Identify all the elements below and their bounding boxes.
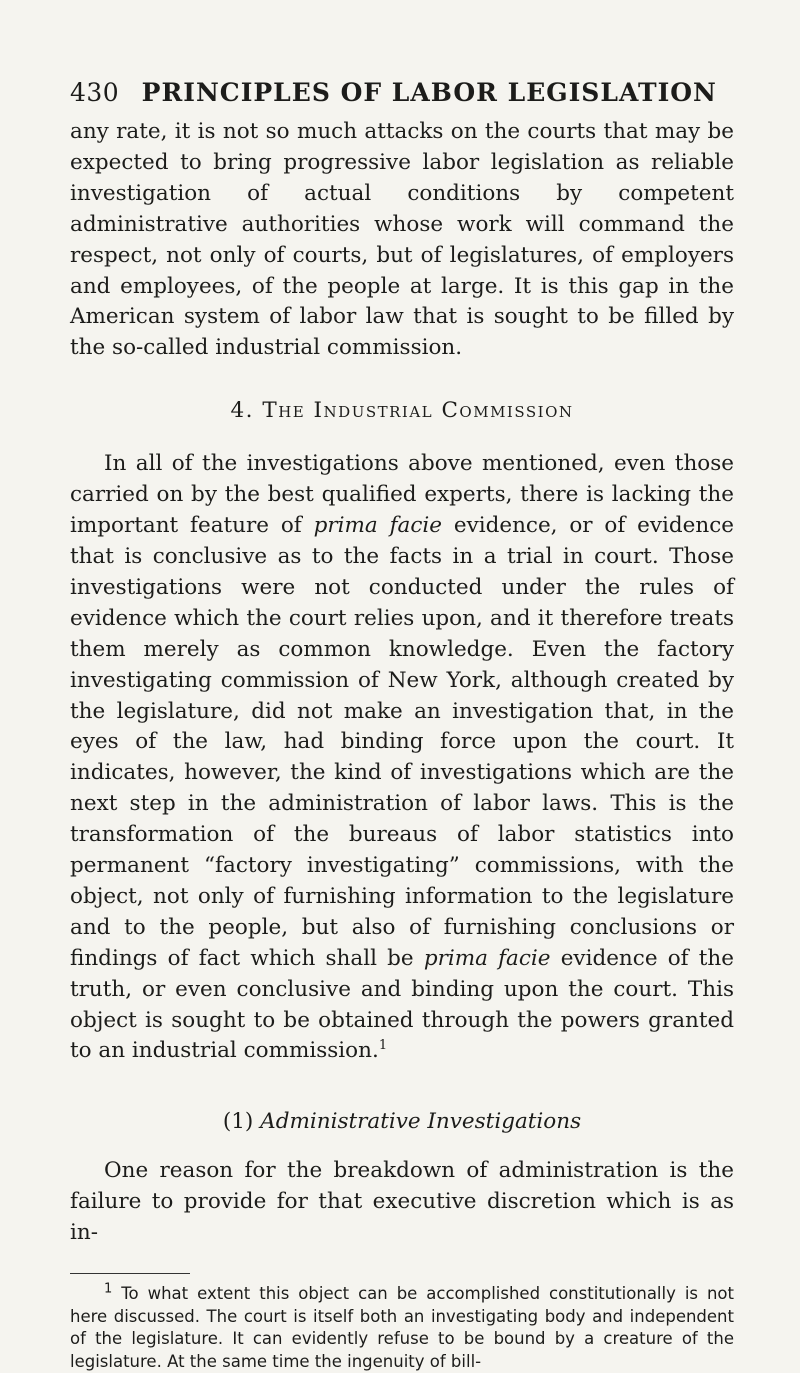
sub-heading-number: (1)	[222, 1109, 254, 1135]
running-head-title: PRINCIPLES OF LABOR LEGISLATION	[141, 78, 717, 107]
book-page	[70, 78, 734, 1373]
paragraph-administrative: One reason for the breakdown of administration is the failure to provide for that executive discretion which is as in-	[70, 1158, 734, 1246]
italic-term: prima facie	[313, 513, 442, 539]
sub-heading-title: Administrative Investigations	[260, 1109, 582, 1135]
paragraph-text: evidence, or of evidence that is conclusive as to the facts in a trial in court. Those investigations were not conducted under the rules of evidence which the court relies upon, and it therefore treats them merely as common knowledge. Even the factory investigating commission of New York, although created by the legislature, did not make an investigation that, in the eyes of the law, had binding force upon the court. It indicates, however, the kind of investigations which are the next step in the administration of labor laws. This is the transformation of the bureaus of labor statistics into permanent “factory investigating” commissions, with the object, not only of furnishing information to the legislature and to the people, but also of furnishing conclusions or findings of fact which shall be	[70, 513, 735, 971]
footnote-text: To what extent this object can be accomplished constitutionally is not here discussed. The court is itself both an investigating body and independent of the legislature. It can evidently refuse to be bound by a creature of the legislature. At the same time the ingenuity of bill-	[70, 1284, 734, 1371]
paragraph-industrial-commission	[70, 449, 734, 1067]
sub-heading	[70, 1109, 734, 1134]
page-number: 430	[70, 78, 120, 107]
italic-term: prima facie	[423, 945, 551, 971]
paragraph-text: In all of the investigations above mentioned, even those carried on by the best qualified experts, there is lacking the important feature of	[70, 451, 734, 539]
section-heading: 4. The Industrial Commission	[230, 398, 574, 424]
paragraph-text: evidence of the truth, or even conclusive and binding upon the court. This object is sought to be obtained through the powers granted to an industrial commission.	[70, 945, 734, 1064]
footnote	[70, 1283, 734, 1373]
footnote-divider	[70, 1273, 190, 1274]
body-text	[70, 117, 734, 1249]
footnote-marker: 1	[104, 1281, 113, 1297]
running-head	[70, 78, 734, 107]
footnote-reference: 1	[378, 1038, 388, 1054]
paragraph-continued: any rate, it is not so much attacks on the courts that may be expected to bring progressive labor legislation as reliable investigation of actual conditions by competent administrative authorities whose work will command the respect, not only of courts, but of legislatures, of employers and employees, of the people at large. It is this gap in the American system of labor law that is sought to be filled by the so-called industrial commission.	[70, 119, 734, 361]
